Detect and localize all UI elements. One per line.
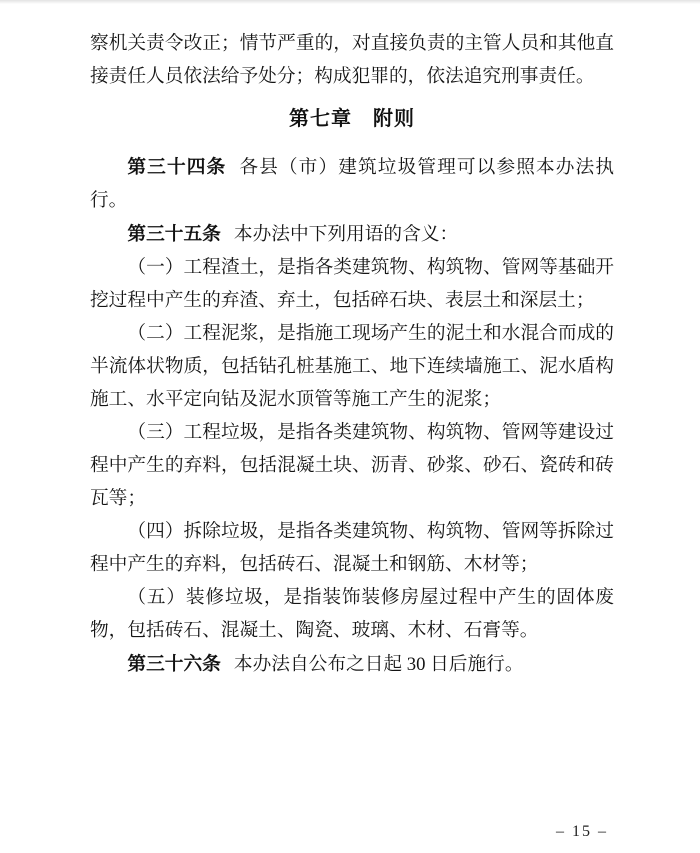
definition-item-5: （五）装修垃圾，是指装饰装修房屋过程中产生的固体废物，包括砖石、混凝土、陶瓷、玻璃、木材、石膏等。 bbox=[90, 587, 614, 641]
article-36-text: 本办法自公布之日起 30 日后施行。 bbox=[233, 654, 524, 675]
definition-item-1: （一）工程渣土，是指各类建筑物、构筑物、管网等基础开挖过程中产生的弃渣、弃土，包括碎石块、表层土和深层土； bbox=[90, 257, 614, 311]
definition-item-2: （二）工程泥浆，是指施工现场产生的泥土和水混合而成的半流体状物质，包括钻孔桩基施工、地下连续墙施工、泥水盾构施工、水平定向钻及泥水顶管等施工产生的泥浆； bbox=[90, 323, 614, 410]
definition-item-4: （四）拆除垃圾，是指各类建筑物、构筑物、管网等拆除过程中产生的弃料，包括砖石、混凝土和钢筋、木材等； bbox=[90, 521, 614, 575]
document-body bbox=[90, 27, 614, 681]
article-34-paragraph bbox=[90, 150, 614, 217]
page-number: – 15 – bbox=[556, 823, 608, 840]
article-35-text: 本办法中下列用语的含义： bbox=[233, 224, 459, 245]
chapter-heading: 第七章 附则 bbox=[289, 108, 415, 130]
article-36-label: 第三十六条 bbox=[127, 653, 221, 674]
article-34-label: 第三十四条 bbox=[127, 156, 227, 177]
article-34-text: 各县（市）建筑垃圾管理可以参照本办法执行。 bbox=[90, 157, 615, 211]
article-35-label: 第三十五条 bbox=[127, 223, 221, 244]
paragraph-continuation: 察机关责令改正；情节严重的，对直接负责的主管人员和其他直接责任人员依法给予处分；构成犯罪的，依法追究刑事责任。 bbox=[90, 33, 614, 87]
article-36-paragraph bbox=[90, 647, 614, 681]
definition-item-3: （三）工程垃圾，是指各类建筑物、构筑物、管网等建设过程中产生的弃料，包括混凝土块、沥青、砂浆、砂石、瓷砖和砖瓦等； bbox=[90, 422, 614, 509]
article-35-paragraph bbox=[90, 217, 614, 251]
